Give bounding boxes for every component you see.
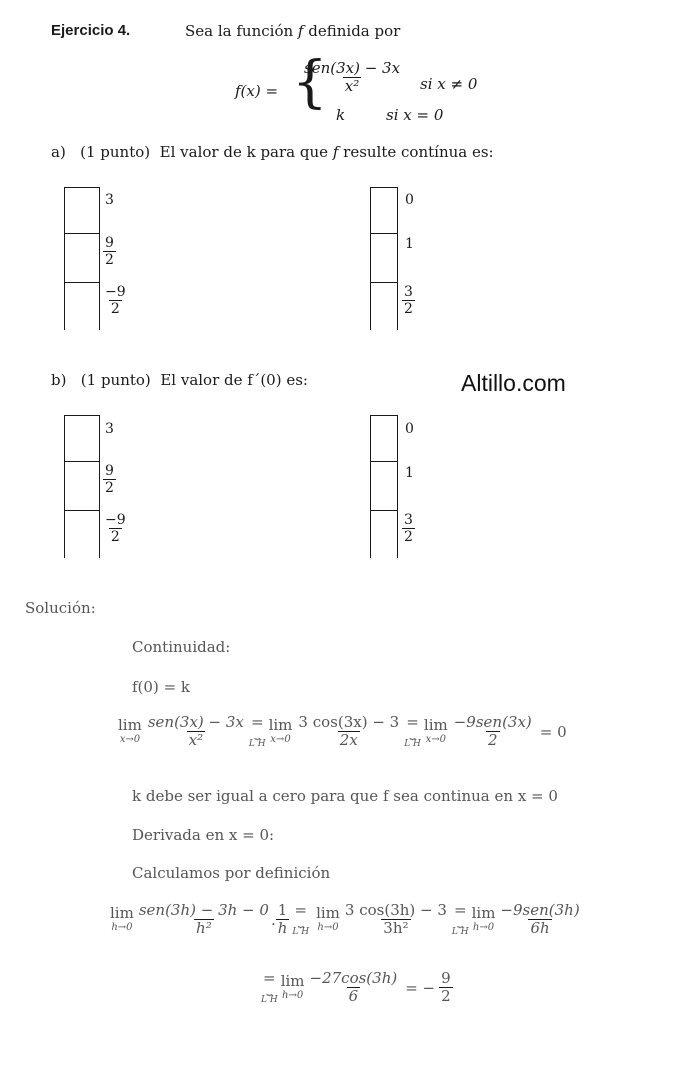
case1-condition: si x ≠ 0 xyxy=(420,75,478,93)
lim-label: lim xyxy=(110,904,134,923)
solution-title: Solución: xyxy=(25,599,96,617)
case2-value: k xyxy=(336,106,346,124)
checkbox-a-3[interactable] xyxy=(65,188,99,234)
lh-label: L H xyxy=(292,926,310,937)
limit-operator xyxy=(424,718,448,745)
eq1-fraction-3 xyxy=(452,714,534,750)
k-statement: k debe ser igual a cero para que f sea continua en x = 0 xyxy=(132,787,558,805)
numerator: 9 xyxy=(105,463,114,479)
denominator: 2 xyxy=(105,480,114,497)
option-a-right-2: 1 xyxy=(405,236,414,252)
denominator: 2x xyxy=(339,731,358,750)
numerator: sen(3x) − 3x xyxy=(147,713,244,731)
numerator: sen(3h) − 3h − 0 xyxy=(138,901,269,919)
limit-equation-2 xyxy=(110,902,582,938)
derivative-heading: Derivada en x = 0: xyxy=(132,826,275,844)
function-lhs: f(x) = xyxy=(235,82,279,100)
denominator: h xyxy=(277,919,288,938)
numerator: −9 xyxy=(105,512,126,528)
question-b xyxy=(51,371,308,389)
multiply-dot: . xyxy=(270,910,276,929)
lhopital-equals: = ⏟ L H xyxy=(451,900,469,937)
options-a-right-boxes xyxy=(370,187,398,330)
checkbox-b-1[interactable] xyxy=(371,462,397,511)
option-b-left-2 xyxy=(103,463,116,496)
lim-label: lim xyxy=(423,716,448,735)
lh-label: L H xyxy=(261,994,278,1005)
denominator: 2 xyxy=(441,987,451,1006)
numerator: 9 xyxy=(105,235,114,251)
eq1-result: = 0 xyxy=(539,722,567,741)
lh-label: L H xyxy=(248,738,266,749)
checkbox-b-0[interactable] xyxy=(371,416,397,462)
denominator: 2 xyxy=(110,529,120,546)
statement-end: definida por xyxy=(308,22,401,40)
option-b-right-1: 0 xyxy=(405,421,414,437)
watermark: Altillo.com xyxy=(461,370,566,396)
eq3-fraction xyxy=(308,970,400,1006)
numerator: 3 cos(3h) − 3 xyxy=(344,901,447,919)
question-a-points: (1 punto) xyxy=(80,143,151,161)
checkbox-b-9-2[interactable] xyxy=(65,462,99,511)
function-symbol: f xyxy=(332,143,339,161)
limit-operator xyxy=(110,906,134,933)
options-a-left-boxes xyxy=(64,187,100,330)
eq2-fraction-3 xyxy=(498,902,581,938)
question-b-text: El valor de f´(0) es: xyxy=(160,371,308,389)
limit-operator xyxy=(269,718,293,745)
eq1-fraction-2 xyxy=(296,714,401,750)
option-b-left-3 xyxy=(103,512,128,545)
eq2-fraction-2 xyxy=(343,902,449,938)
numerator: 3 xyxy=(404,512,413,528)
numerator: −9sen(3x) xyxy=(453,713,532,731)
exercise-label: Ejercicio 4. xyxy=(51,22,131,39)
denominator: 3h² xyxy=(383,919,409,938)
lim-sub: x→0 xyxy=(119,734,141,746)
case1-numerator: sen(3x) − 3x xyxy=(304,59,401,77)
lim-label: lim xyxy=(268,716,293,735)
option-a-right-3 xyxy=(402,284,415,317)
denominator: 2 xyxy=(105,252,114,269)
lhopital-equals: = ⏟ L H xyxy=(261,968,278,1005)
option-b-right-2: 1 xyxy=(405,465,414,481)
option-a-left-3 xyxy=(103,284,128,317)
lim-label: lim xyxy=(316,904,340,923)
lim-sub: h→0 xyxy=(282,990,304,1002)
denominator: 2 xyxy=(487,731,498,750)
option-a-left-1: 3 xyxy=(105,192,114,208)
denominator: 6 xyxy=(348,987,359,1006)
lim-label: lim xyxy=(471,904,496,923)
checkbox-b-neg9-2[interactable] xyxy=(65,511,99,558)
eq1-fraction-1 xyxy=(146,714,246,750)
question-a xyxy=(51,143,494,161)
lhopital-equals: = ⏟ L H xyxy=(404,712,421,749)
numerator: 1 xyxy=(277,901,288,919)
denominator: h² xyxy=(196,919,212,938)
denominator: 2 xyxy=(110,301,120,318)
case1-fraction xyxy=(302,60,402,96)
limit-equation-3 xyxy=(258,970,453,1006)
case2-condition: si x = 0 xyxy=(386,106,444,124)
lh-label: L H xyxy=(451,926,469,937)
options-b-left-boxes xyxy=(64,415,100,558)
limit-operator xyxy=(281,974,305,1001)
question-b-label: b) xyxy=(51,371,67,389)
eq2-inverse xyxy=(276,902,290,938)
numerator: −9 xyxy=(105,284,126,300)
denominator: x² xyxy=(188,731,204,750)
options-b-right-boxes xyxy=(370,415,398,558)
checkbox-a-9-2[interactable] xyxy=(65,234,99,283)
limit-operator xyxy=(472,906,496,933)
question-a-text: El valor de k para que xyxy=(159,143,329,161)
denominator: 2 xyxy=(404,529,413,546)
lim-sub: h→0 xyxy=(111,922,133,934)
numerator: 3 cos(3x) − 3 xyxy=(298,713,400,731)
checkbox-a-0[interactable] xyxy=(371,188,397,234)
lhopital-equals: = ⏟ L H xyxy=(248,712,266,749)
option-a-left-2 xyxy=(103,235,116,268)
option-a-right-1: 0 xyxy=(405,192,414,208)
eq3-result-sign: = − xyxy=(405,978,436,997)
question-a-label: a) xyxy=(51,143,66,161)
definition-statement: Calculamos por definición xyxy=(132,864,331,882)
question-b-points: (1 punto) xyxy=(80,371,151,389)
denominator: 2 xyxy=(404,301,413,318)
f0-statement: f(0) = k xyxy=(132,678,190,696)
lim-label: lim xyxy=(118,716,142,735)
lim-sub: h→0 xyxy=(472,922,495,934)
checkbox-a-neg9-2[interactable] xyxy=(65,283,99,330)
checkbox-a-1[interactable] xyxy=(371,234,397,283)
lim-label: lim xyxy=(280,972,305,991)
function-symbol: f xyxy=(297,22,304,40)
option-b-right-3 xyxy=(402,512,415,545)
denominator: 6h xyxy=(530,919,550,938)
lhopital-equals: = ⏟ L H xyxy=(292,900,310,937)
numerator: −9sen(3h) xyxy=(500,901,580,919)
case1-denominator: x² xyxy=(344,77,360,96)
limit-equation-1 xyxy=(118,714,567,750)
exercise-statement xyxy=(185,22,400,40)
limit-operator xyxy=(316,906,340,933)
checkbox-a-3-2[interactable] xyxy=(371,283,397,330)
lim-sub: h→0 xyxy=(317,922,339,934)
option-b-left-1: 3 xyxy=(105,421,114,437)
question-a-text-end: resulte contínua es: xyxy=(343,143,494,161)
checkbox-b-3[interactable] xyxy=(65,416,99,462)
continuity-heading: Continuidad: xyxy=(132,638,231,656)
eq3-result-fraction xyxy=(439,970,453,1006)
eq2-fraction-1 xyxy=(137,902,271,938)
lim-sub: x→0 xyxy=(270,734,291,746)
limit-operator xyxy=(118,718,142,745)
lim-sub: x→0 xyxy=(425,734,446,746)
checkbox-b-3-2[interactable] xyxy=(371,511,397,558)
numerator: −27cos(3h) xyxy=(309,969,398,987)
statement-text: Sea la función xyxy=(185,22,294,40)
lh-label: L H xyxy=(404,738,421,749)
numerator: 9 xyxy=(441,969,451,987)
piecewise-brace: { xyxy=(292,50,328,115)
numerator: 3 xyxy=(404,284,413,300)
